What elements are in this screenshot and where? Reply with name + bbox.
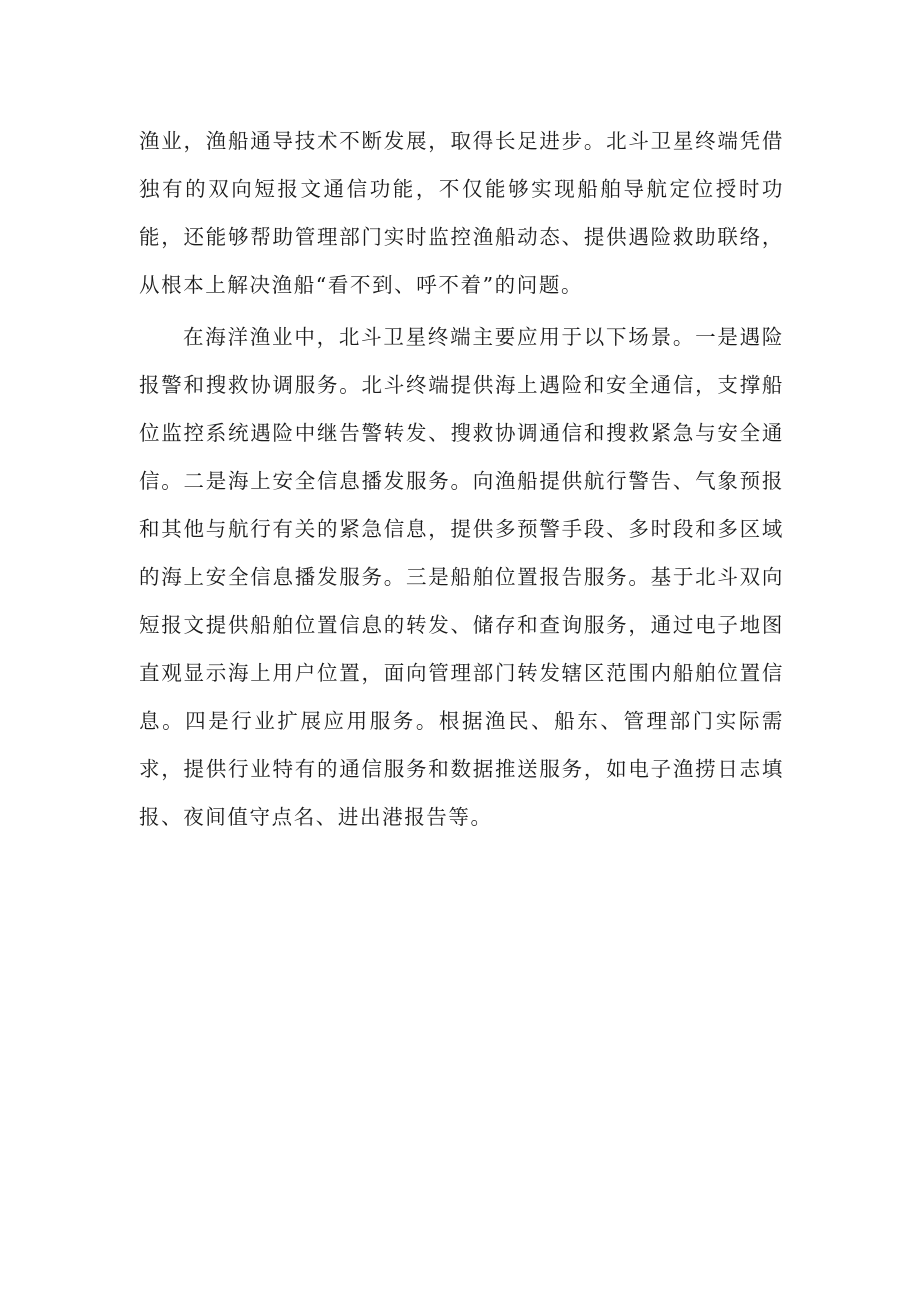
paragraph-continuation: 渔业，渔船通导技术不断发展，取得长足进步。北斗卫星终端凭借独有的双向短报文通信功能，不仅能够实现船舶导航定位授时功能，还能够帮助管理部门实时监控渔船动态、提供遇险救助联络，从根本上解决渔船“看不到、呼不着”的问题。 (139, 129, 784, 297)
document-body (139, 117, 784, 841)
paragraph-application-scenarios: 在海洋渔业中，北斗卫星终端主要应用于以下场景。一是遇险报警和搜救协调服务。北斗终端提供海上遇险和安全通信，支撑船位监控系统遇险中继告警转发、搜救协调通信和搜救紧急与安全通信。二是海上安全信息播发服务。向渔船提供航行警告、气象预报和其他与航行有关的紧急信息，提供多预警手段、多时段和多区域的海上安全信息播发服务。三是船舶位置报告服务。基于北斗双向短报文提供船舶位置信息的转发、储存和查询服务，通过电子地图直观显示海上用户位置，面向管理部门转发辖区范围内船舶位置信息。四是行业扩展应用服务。根据渔民、船东、管理部门实际需求，提供行业特有的通信服务和数据推送服务，如电子渔捞日志填报、夜间值守点名、进出港报告等。 (139, 325, 784, 829)
